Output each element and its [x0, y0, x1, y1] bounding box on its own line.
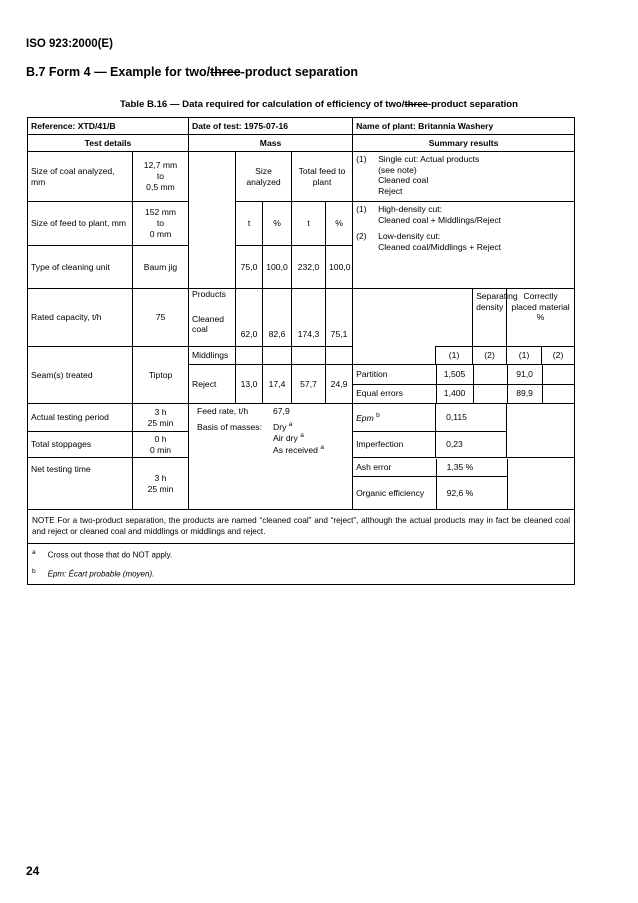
summary-blank-2 [353, 347, 436, 365]
size-coal-value: 12,7 mm to 0,5 mm [133, 152, 189, 202]
section-title: B.7 Form 4 — Example for two/three-product separation [26, 65, 359, 79]
reject-mass: 13,0 [236, 365, 263, 404]
sd-sub-1: (1) [436, 347, 473, 365]
partition-cp: 91,0 [507, 365, 542, 384]
middlings-label: Middlings [189, 347, 236, 365]
imperfection-label: Imperfection [353, 432, 436, 458]
unit-t-1: t [236, 202, 263, 246]
date-of-test: Date of test: 1975-07-16 [189, 118, 353, 135]
unit-pct-1: % [263, 202, 292, 246]
capacity-value: 75 [133, 289, 189, 347]
seams-label: Seam(s) treated [28, 347, 133, 404]
raw-mass: 75,0 [236, 246, 263, 289]
footnotes: $^a$ Cross out those that do NOT apply. $^b$ Epm: Écart probable (moyen). [28, 543, 575, 584]
mass-blank [189, 152, 236, 289]
table-note: NOTE For a two-product separation, the products are named “cleaned coal” and “reject”, although the actual products may in fact be cleaned coal and reject or cleaned coal and middlings or middlings and reject. [28, 510, 575, 544]
cleaning-unit-label: Type of cleaning unit [28, 246, 133, 289]
reject-pct: 17,4 [263, 365, 292, 404]
summary-right-blank [507, 404, 575, 432]
partition-label: Partition [353, 365, 436, 384]
organic-efficiency-value: 92,6 % [436, 477, 507, 509]
actual-period-value: 3 h 25 min [133, 404, 189, 432]
capacity-label: Rated capacity, t/h [28, 289, 133, 347]
cleaned-mass: 62,0 [236, 289, 263, 347]
epm-label: Epm $^b$ [353, 404, 436, 432]
head-mass: Mass [189, 135, 353, 152]
raw-pct: 100,0 [263, 246, 292, 289]
ash-blank [507, 459, 575, 477]
stoppages-value: 0 h 0 min [133, 432, 189, 458]
size-feed-value: 152 mm to 0 mm [133, 202, 189, 246]
table-caption: Table B.16 — Data required for calculation of efficiency of two/three-product separation [119, 99, 519, 110]
plant-name: Name of plant: Britannia Washery [353, 118, 575, 135]
reject-label: Reject [189, 365, 236, 404]
cleaning-unit-value: Baum jig [133, 246, 189, 289]
summary-density-cuts: (1) High-density cut: Cleaned coal + Middlings/Reject (2) Low-density cut: Cleaned coal/Middlings + Reject [353, 202, 575, 289]
partition-cp-2 [542, 365, 575, 384]
cleaned-total-mass: 174,3 [292, 289, 326, 347]
unit-t-2: t [292, 202, 326, 246]
feed-rate-basis: Feed rate, t/h 67,9 Basis of masses: Dry $^a$ Air dry $^a$ As received $^a$ [189, 404, 353, 510]
reference: Reference: XTD/41/B [28, 118, 189, 135]
reject-total-pct: 24,9 [326, 365, 353, 404]
document-header: ISO 923:2000(E) [26, 38, 113, 50]
ash-organic-block [353, 458, 575, 510]
cleaned-pct: 82,6 [263, 289, 292, 347]
raw-total-pct: 100,0 [326, 246, 353, 289]
epm-value: 0,115 [436, 404, 507, 432]
middlings-mass [236, 347, 263, 365]
equal-sd: 1,400 [436, 384, 473, 403]
size-coal-label: Size of coal analyzed, mm [28, 152, 133, 202]
imperfection-value: 0,23 [436, 432, 507, 458]
data-table [27, 117, 575, 585]
middlings-total-mass [292, 347, 326, 365]
actual-period-label: Actual testing period [28, 404, 133, 432]
unit-pct-2: % [326, 202, 353, 246]
separating-density-head: Separating density [473, 289, 507, 347]
cp-sub-2: (2) [542, 347, 575, 365]
middlings-total-pct [326, 347, 353, 365]
net-time-value: 3 h 25 min [133, 458, 189, 510]
organic-efficiency-label: Organic efficiency [353, 477, 436, 509]
ash-error-value: 1,35 % [436, 459, 507, 477]
equal-cp: 89,9 [507, 384, 542, 403]
organic-blank [507, 477, 575, 509]
summary-single-cut: (1) Single cut: Actual products (see note) Cleaned coal Reject [353, 152, 575, 202]
stoppages-label: Total stoppages [28, 432, 133, 458]
partition-sd-2 [473, 365, 507, 384]
partition-sd: 1,505 [436, 365, 473, 384]
ash-error-label: Ash error [353, 459, 436, 477]
equal-sd-2 [473, 384, 507, 403]
reject-total-mass: 57,7 [292, 365, 326, 404]
total-feed-head: Total feed to plant [292, 152, 353, 202]
raw-total-mass: 232,0 [292, 246, 326, 289]
net-time-label: Net testing time [28, 458, 133, 510]
equal-cp-2 [542, 384, 575, 403]
cleaned-coal-label: Products Cleaned coal [189, 289, 236, 347]
cleaned-total-pct: 75,1 [326, 289, 353, 347]
equal-errors-label: Equal errors [353, 384, 436, 403]
cp-sub-1: (1) [507, 347, 542, 365]
size-analyzed-head: Size analyzed [236, 152, 292, 202]
seams-value: Tiptop [133, 347, 189, 404]
summary-right-blank-2 [507, 432, 575, 458]
correctly-placed-head: Correctly placed material % [507, 289, 575, 347]
size-feed-label: Size of feed to plant, mm [28, 202, 133, 246]
middlings-pct [263, 347, 292, 365]
head-test-details: Test details [28, 135, 189, 152]
partition-equal-block [353, 365, 575, 404]
summary-blank [353, 289, 473, 347]
page-number: 24 [26, 864, 40, 878]
head-summary: Summary results [353, 135, 575, 152]
sd-sub-2: (2) [473, 347, 507, 365]
